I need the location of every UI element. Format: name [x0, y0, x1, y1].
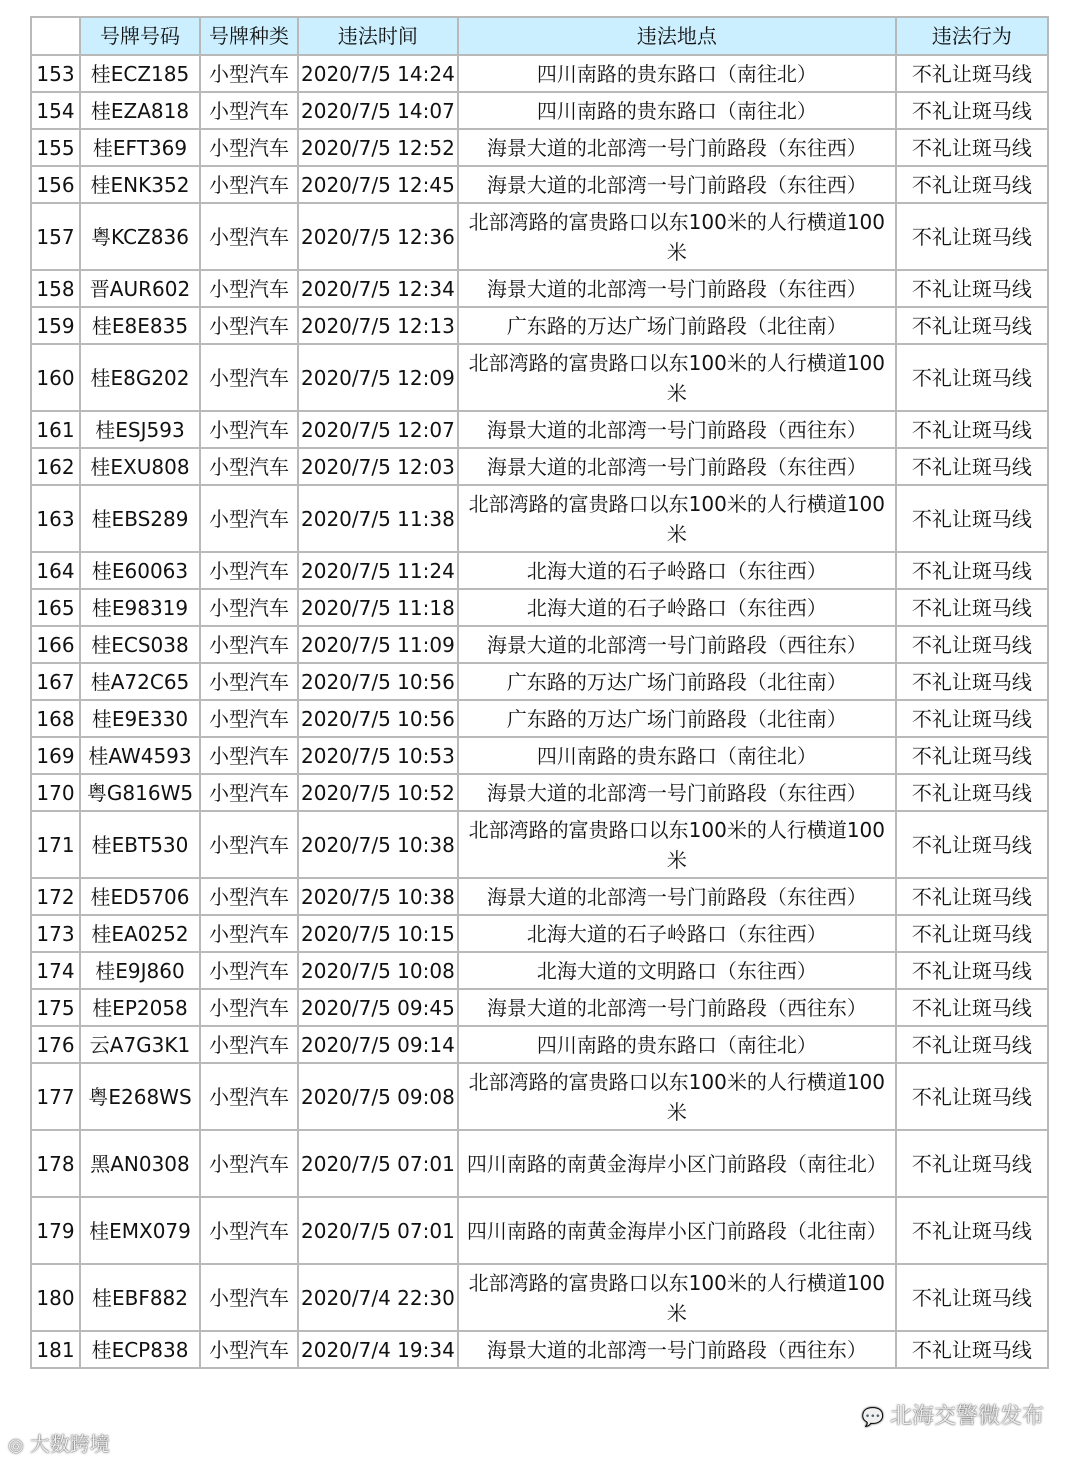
violation-behavior-cell: 不礼让斑马线 — [896, 203, 1048, 270]
violation-time-cell: 2020/7/5 12:03 — [298, 448, 458, 485]
violation-location-cell: 海景大道的北部湾一号门前路段（东往西） — [458, 878, 896, 915]
plate-number-cell: 桂EP2058 — [80, 989, 200, 1026]
violation-time-cell: 2020/7/5 10:56 — [298, 663, 458, 700]
table-row — [31, 1197, 1048, 1264]
plate-number-cell: 桂ECZ185 — [80, 55, 200, 92]
plate-number-cell: 黑AN0308 — [80, 1130, 200, 1197]
violation-location-cell: 北部湾路的富贵路口以东100米的人行横道100米 — [458, 203, 896, 270]
table-row — [31, 663, 1048, 700]
violation-location-cell: 四川南路的南黄金海岸小区门前路段（南往北） — [458, 1130, 896, 1197]
row-number-cell: 162 — [31, 448, 80, 485]
violation-time-cell: 2020/7/5 10:38 — [298, 811, 458, 878]
plate-type-cell: 小型汽车 — [200, 411, 298, 448]
row-number-cell: 153 — [31, 55, 80, 92]
violation-behavior-cell: 不礼让斑马线 — [896, 411, 1048, 448]
row-number-cell: 164 — [31, 552, 80, 589]
violation-time-cell: 2020/7/4 19:34 — [298, 1331, 458, 1368]
table-row — [31, 1026, 1048, 1063]
plate-number-cell: 桂EFT369 — [80, 129, 200, 166]
violation-time-cell: 2020/7/5 12:36 — [298, 203, 458, 270]
violation-location-cell: 广东路的万达广场门前路段（北往南） — [458, 663, 896, 700]
plate-number-cell: 晋AUR602 — [80, 270, 200, 307]
plate-type-cell: 小型汽车 — [200, 552, 298, 589]
violation-time-cell: 2020/7/5 14:24 — [298, 55, 458, 92]
plate-number-cell: 桂E9E330 — [80, 700, 200, 737]
plate-number-cell: 桂E98319 — [80, 589, 200, 626]
plate-number-cell: 桂ENK352 — [80, 166, 200, 203]
violation-behavior-cell: 不礼让斑马线 — [896, 448, 1048, 485]
row-number-cell: 178 — [31, 1130, 80, 1197]
plate-number-cell: 桂ECS038 — [80, 626, 200, 663]
header-plate-number: 号牌号码 — [80, 17, 200, 55]
plate-type-cell: 小型汽车 — [200, 989, 298, 1026]
violation-location-cell: 海景大道的北部湾一号门前路段（西往东） — [458, 989, 896, 1026]
plate-number-cell: 桂AW4593 — [80, 737, 200, 774]
violation-behavior-cell: 不礼让斑马线 — [896, 1197, 1048, 1264]
plate-type-cell: 小型汽车 — [200, 307, 298, 344]
violation-location-cell: 四川南路的贵东路口（南往北） — [458, 55, 896, 92]
row-number-cell: 168 — [31, 700, 80, 737]
plate-number-cell: 桂EBF882 — [80, 1264, 200, 1331]
violation-location-cell: 海景大道的北部湾一号门前路段（东往西） — [458, 774, 896, 811]
violation-time-cell: 2020/7/5 12:34 — [298, 270, 458, 307]
violation-time-cell: 2020/7/5 11:24 — [298, 552, 458, 589]
table-row — [31, 1331, 1048, 1368]
row-number-cell: 180 — [31, 1264, 80, 1331]
row-number-cell: 161 — [31, 411, 80, 448]
table-row — [31, 1264, 1048, 1331]
row-number-cell: 155 — [31, 129, 80, 166]
violation-time-cell: 2020/7/4 22:30 — [298, 1264, 458, 1331]
plate-type-cell: 小型汽车 — [200, 626, 298, 663]
violation-time-cell: 2020/7/5 12:52 — [298, 129, 458, 166]
wechat-bubble-icon: 💬 — [861, 1407, 884, 1428]
violation-behavior-cell: 不礼让斑马线 — [896, 552, 1048, 589]
row-number-cell: 156 — [31, 166, 80, 203]
table-row — [31, 92, 1048, 129]
violation-time-cell: 2020/7/5 12:45 — [298, 166, 458, 203]
violation-behavior-cell: 不礼让斑马线 — [896, 737, 1048, 774]
violation-behavior-cell: 不礼让斑马线 — [896, 626, 1048, 663]
plate-number-cell: 桂EZA818 — [80, 92, 200, 129]
violation-location-cell: 四川南路的南黄金海岸小区门前路段（北往南） — [458, 1197, 896, 1264]
violation-time-cell: 2020/7/5 12:07 — [298, 411, 458, 448]
violation-time-cell: 2020/7/5 12:13 — [298, 307, 458, 344]
violation-time-cell: 2020/7/5 10:08 — [298, 952, 458, 989]
violation-location-cell: 北海大道的石子岭路口（东往西） — [458, 915, 896, 952]
row-number-cell: 166 — [31, 626, 80, 663]
violation-location-cell: 北海大道的石子岭路口（东往西） — [458, 552, 896, 589]
table-row — [31, 700, 1048, 737]
table-row — [31, 344, 1048, 411]
plate-type-cell: 小型汽车 — [200, 1026, 298, 1063]
plate-type-cell: 小型汽车 — [200, 448, 298, 485]
violation-behavior-cell: 不礼让斑马线 — [896, 1331, 1048, 1368]
plate-type-cell: 小型汽车 — [200, 737, 298, 774]
row-number-cell: 167 — [31, 663, 80, 700]
violation-time-cell: 2020/7/5 09:08 — [298, 1063, 458, 1130]
violation-behavior-cell: 不礼让斑马线 — [896, 1264, 1048, 1331]
row-number-cell: 170 — [31, 774, 80, 811]
table-row — [31, 552, 1048, 589]
violation-behavior-cell: 不礼让斑马线 — [896, 878, 1048, 915]
weibo-icon: ◎ — [8, 1435, 24, 1456]
table-row — [31, 55, 1048, 92]
plate-number-cell: 桂EMX079 — [80, 1197, 200, 1264]
table-row — [31, 411, 1048, 448]
watermark-source — [862, 1399, 1044, 1430]
plate-number-cell: 桂ESJ593 — [80, 411, 200, 448]
violation-time-cell: 2020/7/5 09:14 — [298, 1026, 458, 1063]
violation-time-cell: 2020/7/5 11:18 — [298, 589, 458, 626]
table-row — [31, 878, 1048, 915]
header-violation-time: 违法时间 — [298, 17, 458, 55]
table-row — [31, 307, 1048, 344]
violation-location-cell: 北部湾路的富贵路口以东100米的人行横道100米 — [458, 344, 896, 411]
plate-type-cell: 小型汽车 — [200, 129, 298, 166]
violation-behavior-cell: 不礼让斑马线 — [896, 307, 1048, 344]
violation-time-cell: 2020/7/5 10:15 — [298, 915, 458, 952]
plate-number-cell: 桂ED5706 — [80, 878, 200, 915]
violation-behavior-cell: 不礼让斑马线 — [896, 485, 1048, 552]
violation-location-cell: 广东路的万达广场门前路段（北往南） — [458, 700, 896, 737]
violation-time-cell: 2020/7/5 10:56 — [298, 700, 458, 737]
violation-location-cell: 四川南路的贵东路口（南往北） — [458, 737, 896, 774]
plate-number-cell: 桂EA0252 — [80, 915, 200, 952]
violation-behavior-cell: 不礼让斑马线 — [896, 952, 1048, 989]
row-number-cell: 159 — [31, 307, 80, 344]
violation-time-cell: 2020/7/5 10:52 — [298, 774, 458, 811]
row-number-cell: 173 — [31, 915, 80, 952]
row-number-cell: 165 — [31, 589, 80, 626]
violation-time-cell: 2020/7/5 07:01 — [298, 1197, 458, 1264]
table-row — [31, 589, 1048, 626]
plate-type-cell: 小型汽车 — [200, 1063, 298, 1130]
plate-number-cell: 云A7G3K1 — [80, 1026, 200, 1063]
violation-location-cell: 北部湾路的富贵路口以东100米的人行横道100米 — [458, 485, 896, 552]
violation-location-cell: 海景大道的北部湾一号门前路段（西往东） — [458, 626, 896, 663]
header-index — [31, 17, 80, 55]
violation-behavior-cell: 不礼让斑马线 — [896, 55, 1048, 92]
plate-number-cell: 粤E268WS — [80, 1063, 200, 1130]
violation-time-cell: 2020/7/5 11:09 — [298, 626, 458, 663]
row-number-cell: 163 — [31, 485, 80, 552]
table-row — [31, 737, 1048, 774]
table-row — [31, 811, 1048, 878]
plate-number-cell: 桂EBS289 — [80, 485, 200, 552]
violation-location-cell: 四川南路的贵东路口（南往北） — [458, 92, 896, 129]
row-number-cell: 172 — [31, 878, 80, 915]
plate-type-cell: 小型汽车 — [200, 774, 298, 811]
violation-behavior-cell: 不礼让斑马线 — [896, 1026, 1048, 1063]
violation-behavior-cell: 不礼让斑马线 — [896, 270, 1048, 307]
violation-location-cell: 海景大道的北部湾一号门前路段（东往西） — [458, 270, 896, 307]
violation-location-cell: 北部湾路的富贵路口以东100米的人行横道100米 — [458, 1063, 896, 1130]
row-number-cell: 154 — [31, 92, 80, 129]
violation-location-cell: 海景大道的北部湾一号门前路段（东往西） — [458, 448, 896, 485]
table-row — [31, 1130, 1048, 1197]
plate-number-cell: 粤G816W5 — [80, 774, 200, 811]
violation-location-cell: 四川南路的贵东路口（南往北） — [458, 1026, 896, 1063]
violation-time-cell: 2020/7/5 14:07 — [298, 92, 458, 129]
plate-type-cell: 小型汽车 — [200, 344, 298, 411]
plate-type-cell: 小型汽车 — [200, 700, 298, 737]
plate-type-cell: 小型汽车 — [200, 1130, 298, 1197]
plate-type-cell: 小型汽车 — [200, 485, 298, 552]
plate-type-cell: 小型汽车 — [200, 166, 298, 203]
plate-type-cell: 小型汽车 — [200, 811, 298, 878]
table-row — [31, 626, 1048, 663]
violation-table — [30, 16, 1049, 1369]
row-number-cell: 181 — [31, 1331, 80, 1368]
plate-number-cell: 桂E8E835 — [80, 307, 200, 344]
watermark-brand — [8, 1428, 110, 1457]
table-row — [31, 448, 1048, 485]
plate-type-cell: 小型汽车 — [200, 952, 298, 989]
violation-behavior-cell: 不礼让斑马线 — [896, 344, 1048, 411]
table-row — [31, 1063, 1048, 1130]
table-row — [31, 166, 1048, 203]
plate-number-cell: 桂ECP838 — [80, 1331, 200, 1368]
violation-time-cell: 2020/7/5 11:38 — [298, 485, 458, 552]
plate-type-cell: 小型汽车 — [200, 589, 298, 626]
table-row — [31, 952, 1048, 989]
plate-number-cell: 桂EBT530 — [80, 811, 200, 878]
header-plate-type: 号牌种类 — [200, 17, 298, 55]
plate-type-cell: 小型汽车 — [200, 1264, 298, 1331]
violation-behavior-cell: 不礼让斑马线 — [896, 129, 1048, 166]
plate-number-cell: 桂E8G202 — [80, 344, 200, 411]
violation-behavior-cell: 不礼让斑马线 — [896, 166, 1048, 203]
plate-number-cell: 桂E60063 — [80, 552, 200, 589]
violation-location-cell: 海景大道的北部湾一号门前路段（西往东） — [458, 411, 896, 448]
plate-type-cell: 小型汽车 — [200, 878, 298, 915]
plate-type-cell: 小型汽车 — [200, 915, 298, 952]
table-header-row — [31, 17, 1048, 55]
row-number-cell: 169 — [31, 737, 80, 774]
table-row — [31, 129, 1048, 166]
violation-location-cell: 广东路的万达广场门前路段（北往南） — [458, 307, 896, 344]
violation-time-cell: 2020/7/5 09:45 — [298, 989, 458, 1026]
plate-type-cell: 小型汽车 — [200, 1331, 298, 1368]
row-number-cell: 179 — [31, 1197, 80, 1264]
plate-number-cell: 桂E9J860 — [80, 952, 200, 989]
table-row — [31, 203, 1048, 270]
row-number-cell: 157 — [31, 203, 80, 270]
violation-behavior-cell: 不礼让斑马线 — [896, 700, 1048, 737]
plate-number-cell: 粤KCZ836 — [80, 203, 200, 270]
plate-type-cell: 小型汽车 — [200, 92, 298, 129]
watermark-brand-text: 大数跨境 — [29, 1432, 110, 1456]
violation-location-cell: 北部湾路的富贵路口以东100米的人行横道100米 — [458, 811, 896, 878]
violation-location-cell: 北海大道的石子岭路口（东往西） — [458, 589, 896, 626]
row-number-cell: 174 — [31, 952, 80, 989]
plate-type-cell: 小型汽车 — [200, 203, 298, 270]
violation-behavior-cell: 不礼让斑马线 — [896, 915, 1048, 952]
row-number-cell: 160 — [31, 344, 80, 411]
violation-location-cell: 北部湾路的富贵路口以东100米的人行横道100米 — [458, 1264, 896, 1331]
violation-time-cell: 2020/7/5 07:01 — [298, 1130, 458, 1197]
plate-type-cell: 小型汽车 — [200, 1197, 298, 1264]
row-number-cell: 176 — [31, 1026, 80, 1063]
row-number-cell: 158 — [31, 270, 80, 307]
row-number-cell: 171 — [31, 811, 80, 878]
watermark-source-text: 北海交警微发布 — [889, 1404, 1044, 1429]
header-violation-location: 违法地点 — [458, 17, 896, 55]
header-violation-behavior: 违法行为 — [896, 17, 1048, 55]
violation-behavior-cell: 不礼让斑马线 — [896, 774, 1048, 811]
violation-behavior-cell: 不礼让斑马线 — [896, 989, 1048, 1026]
violation-behavior-cell: 不礼让斑马线 — [896, 1063, 1048, 1130]
violation-time-cell: 2020/7/5 12:09 — [298, 344, 458, 411]
table-row — [31, 270, 1048, 307]
violation-location-cell: 北海大道的文明路口（东往西） — [458, 952, 896, 989]
table-row — [31, 989, 1048, 1026]
violation-location-cell: 海景大道的北部湾一号门前路段（东往西） — [458, 166, 896, 203]
table-row — [31, 915, 1048, 952]
violation-time-cell: 2020/7/5 10:38 — [298, 878, 458, 915]
violation-location-cell: 海景大道的北部湾一号门前路段（东往西） — [458, 129, 896, 166]
table-row — [31, 774, 1048, 811]
violation-location-cell: 海景大道的北部湾一号门前路段（西往东） — [458, 1331, 896, 1368]
plate-type-cell: 小型汽车 — [200, 663, 298, 700]
violation-behavior-cell: 不礼让斑马线 — [896, 1130, 1048, 1197]
violation-behavior-cell: 不礼让斑马线 — [896, 92, 1048, 129]
plate-type-cell: 小型汽车 — [200, 270, 298, 307]
violation-behavior-cell: 不礼让斑马线 — [896, 663, 1048, 700]
table-row — [31, 485, 1048, 552]
violation-behavior-cell: 不礼让斑马线 — [896, 811, 1048, 878]
plate-type-cell: 小型汽车 — [200, 55, 298, 92]
violation-behavior-cell: 不礼让斑马线 — [896, 589, 1048, 626]
plate-number-cell: 桂A72C65 — [80, 663, 200, 700]
plate-number-cell: 桂EXU808 — [80, 448, 200, 485]
row-number-cell: 177 — [31, 1063, 80, 1130]
violation-time-cell: 2020/7/5 10:53 — [298, 737, 458, 774]
row-number-cell: 175 — [31, 989, 80, 1026]
